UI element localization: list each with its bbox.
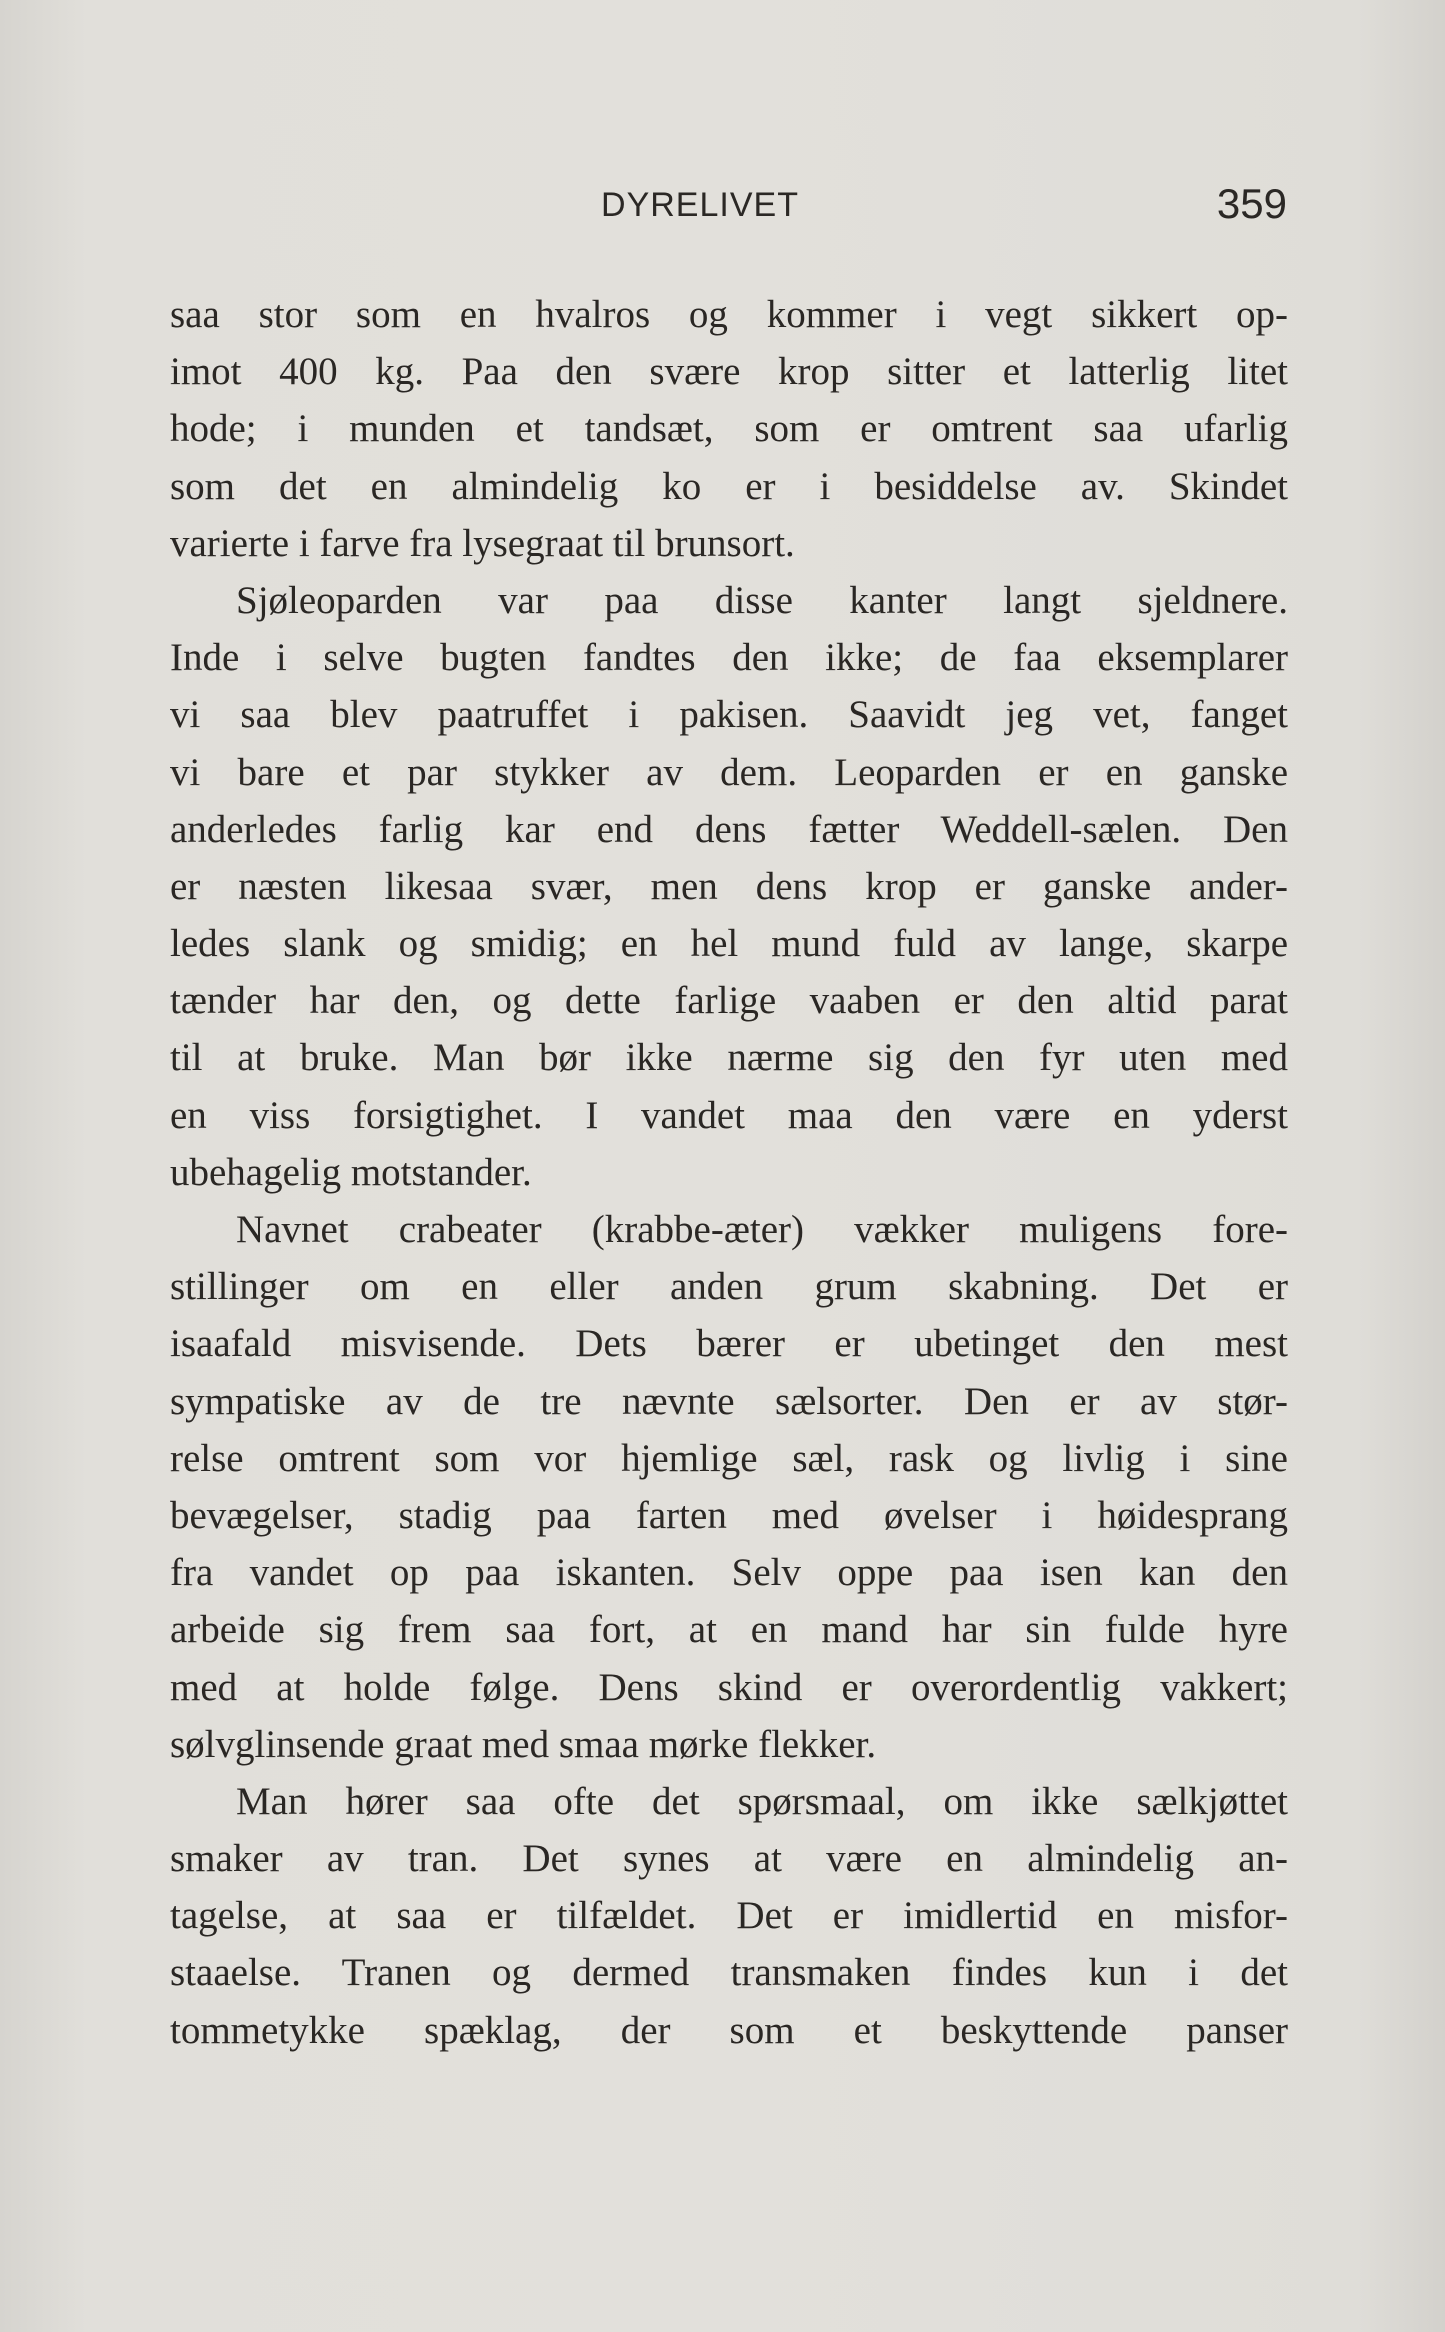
text-line: bevægelser, stadig paa farten med øvelser i høidesprang [170, 1493, 1288, 1537]
text-line: anderledes farlig kar end dens fætter Weddell-sælen. Den [170, 807, 1288, 851]
text-line: tagelse, at saa er tilfældet. Det er imidlertid en misfor- [170, 1894, 1288, 1938]
text-line: med at holde følge. Dens skind er overordentlig vakkert; [170, 1665, 1288, 1709]
text-line: imot 400 kg. Paa den svære krop sitter et latterlig litet [170, 350, 1288, 394]
text-line: en viss forsigtighet. I vandet maa den være en yderst [170, 1093, 1288, 1137]
text-line: arbeide sig frem saa fort, at en mand har sin fulde hyre [170, 1608, 1288, 1652]
text-line: tænder har den, og dette farlige vaaben er den altid parat [170, 979, 1288, 1023]
text-line: relse omtrent som vor hjemlige sæl, rask og livlig i sine [170, 1436, 1288, 1480]
text-line: staaelse. Tranen og dermed transmaken findes kun i det [170, 1951, 1288, 1995]
running-title: DYRELIVET [601, 186, 799, 224]
text-line: Navnet crabeater (krabbe-æter) vækker muligens fore- [236, 1208, 1288, 1251]
text-line: fra vandet op paa iskanten. Selv oppe paa isen kan den [170, 1551, 1288, 1595]
text-line: isaafald misvisende. Dets bærer er ubetinget den mest [170, 1322, 1288, 1366]
body-text [170, 286, 1288, 2059]
text-line: sølvglinsende graat med smaa mørke flekker. [170, 1722, 877, 1766]
text-line: tommetykke spæklag, der som et beskyttende panser [170, 2008, 1288, 2052]
text-line: sympatiske av de tre nævnte sælsorter. Den er av stør- [170, 1379, 1288, 1423]
text-line: Sjøleoparden var paa disse kanter langt sjeldnere. [236, 578, 1288, 622]
running-head [0, 176, 1445, 236]
text-line: varierte i farve fra lysegraat til brunsort. [170, 521, 795, 565]
text-line: som det en almindelig ko er i besiddelse av. Skindet [170, 464, 1288, 508]
page-number: 359 [1216, 180, 1287, 227]
text-line: til at bruke. Man bør ikke nærme sig den fyr uten med [170, 1036, 1288, 1080]
text-line: vi bare et par stykker av dem. Leoparden er en ganske [170, 750, 1288, 794]
text-line: vi saa blev paatruffet i pakisen. Saavidt jeg vet, fanget [170, 693, 1288, 737]
text-line: stillinger om en eller anden grum skabning. Det er [170, 1265, 1288, 1309]
text-line: Man hører saa ofte det spørsmaal, om ikke sælkjøttet [236, 1779, 1288, 1823]
text-line: saa stor som en hvalros og kommer i vegt sikkert op- [170, 293, 1288, 336]
text-line: hode; i munden et tandsæt, som er omtrent saa ufarlig [170, 407, 1288, 451]
text-line: ubehagelig motstander. [170, 1150, 532, 1194]
text-line: Inde i selve bugten fandtes den ikke; de faa eksemplarer [170, 636, 1288, 680]
text-line: er næsten likesaa svær, men dens krop er ganske ander- [170, 864, 1288, 908]
text-line: ledes slank og smidig; en hel mund fuld av lange, skarpe [170, 922, 1288, 966]
text-line: smaker av tran. Det synes at være en almindelig an- [170, 1837, 1288, 1881]
